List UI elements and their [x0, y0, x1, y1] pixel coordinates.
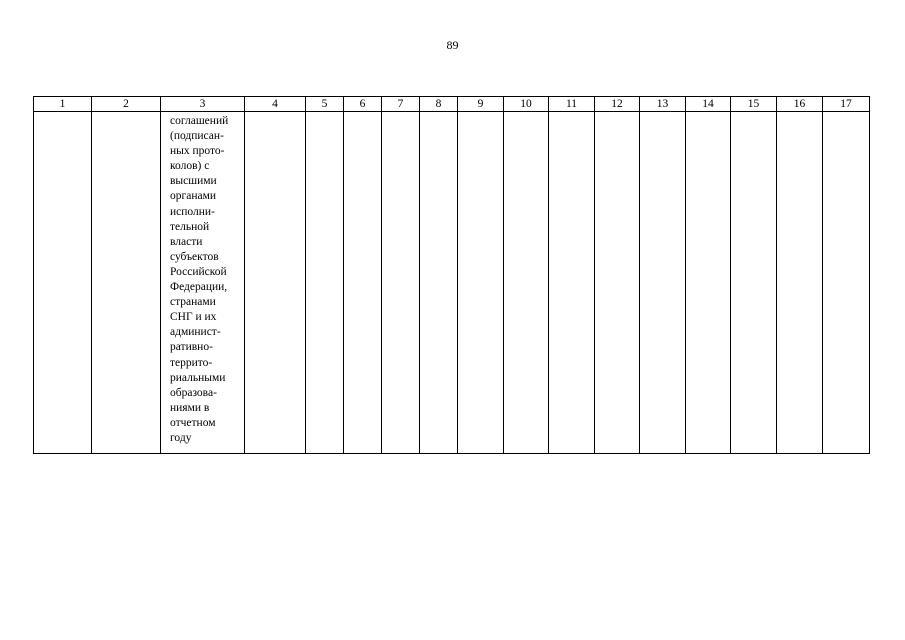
column-header-8: 8	[420, 97, 458, 112]
column-header-15: 15	[731, 97, 777, 112]
table-cell-17	[823, 112, 870, 454]
column-header-11: 11	[549, 97, 595, 112]
column-header-14: 14	[686, 97, 731, 112]
column-header-3: 3	[161, 97, 245, 112]
column-header-2: 2	[92, 97, 161, 112]
table-cell-4	[245, 112, 306, 454]
table-cell-16	[777, 112, 823, 454]
column-header-6: 6	[344, 97, 382, 112]
column-header-5: 5	[306, 97, 344, 112]
column-header-7: 7	[382, 97, 420, 112]
table-cell-1	[34, 112, 92, 454]
table-cell-10	[504, 112, 549, 454]
table-cell-12	[595, 112, 640, 454]
data-table	[33, 96, 870, 454]
column-header-4: 4	[245, 97, 306, 112]
column-header-12: 12	[595, 97, 640, 112]
table-row	[34, 112, 870, 454]
column-header-10: 10	[504, 97, 549, 112]
table-cell-14	[686, 112, 731, 454]
table-cell-11	[549, 112, 595, 454]
table-cell-15	[731, 112, 777, 454]
header-row	[34, 97, 870, 112]
column-header-16: 16	[777, 97, 823, 112]
column-header-9: 9	[458, 97, 504, 112]
table-cell-3	[161, 112, 245, 454]
table-cell-13	[640, 112, 686, 454]
table-cell-8	[420, 112, 458, 454]
column-header-17: 17	[823, 97, 870, 112]
table-cell-2	[92, 112, 161, 454]
table-cell-9	[458, 112, 504, 454]
column-header-13: 13	[640, 97, 686, 112]
table-cell-6	[344, 112, 382, 454]
column-header-1: 1	[34, 97, 92, 112]
cell-text: соглашений (подписан- ных прото- колов) с высшими органами исполни- тельной власти субъектов Российской Федерации, странами СНГ и их админист- ративно- террито- риальными образова- ниями в отчетном году	[170, 115, 229, 444]
page-number: 89	[446, 38, 459, 52]
table-cell-7	[382, 112, 420, 454]
table-cell-5	[306, 112, 344, 454]
